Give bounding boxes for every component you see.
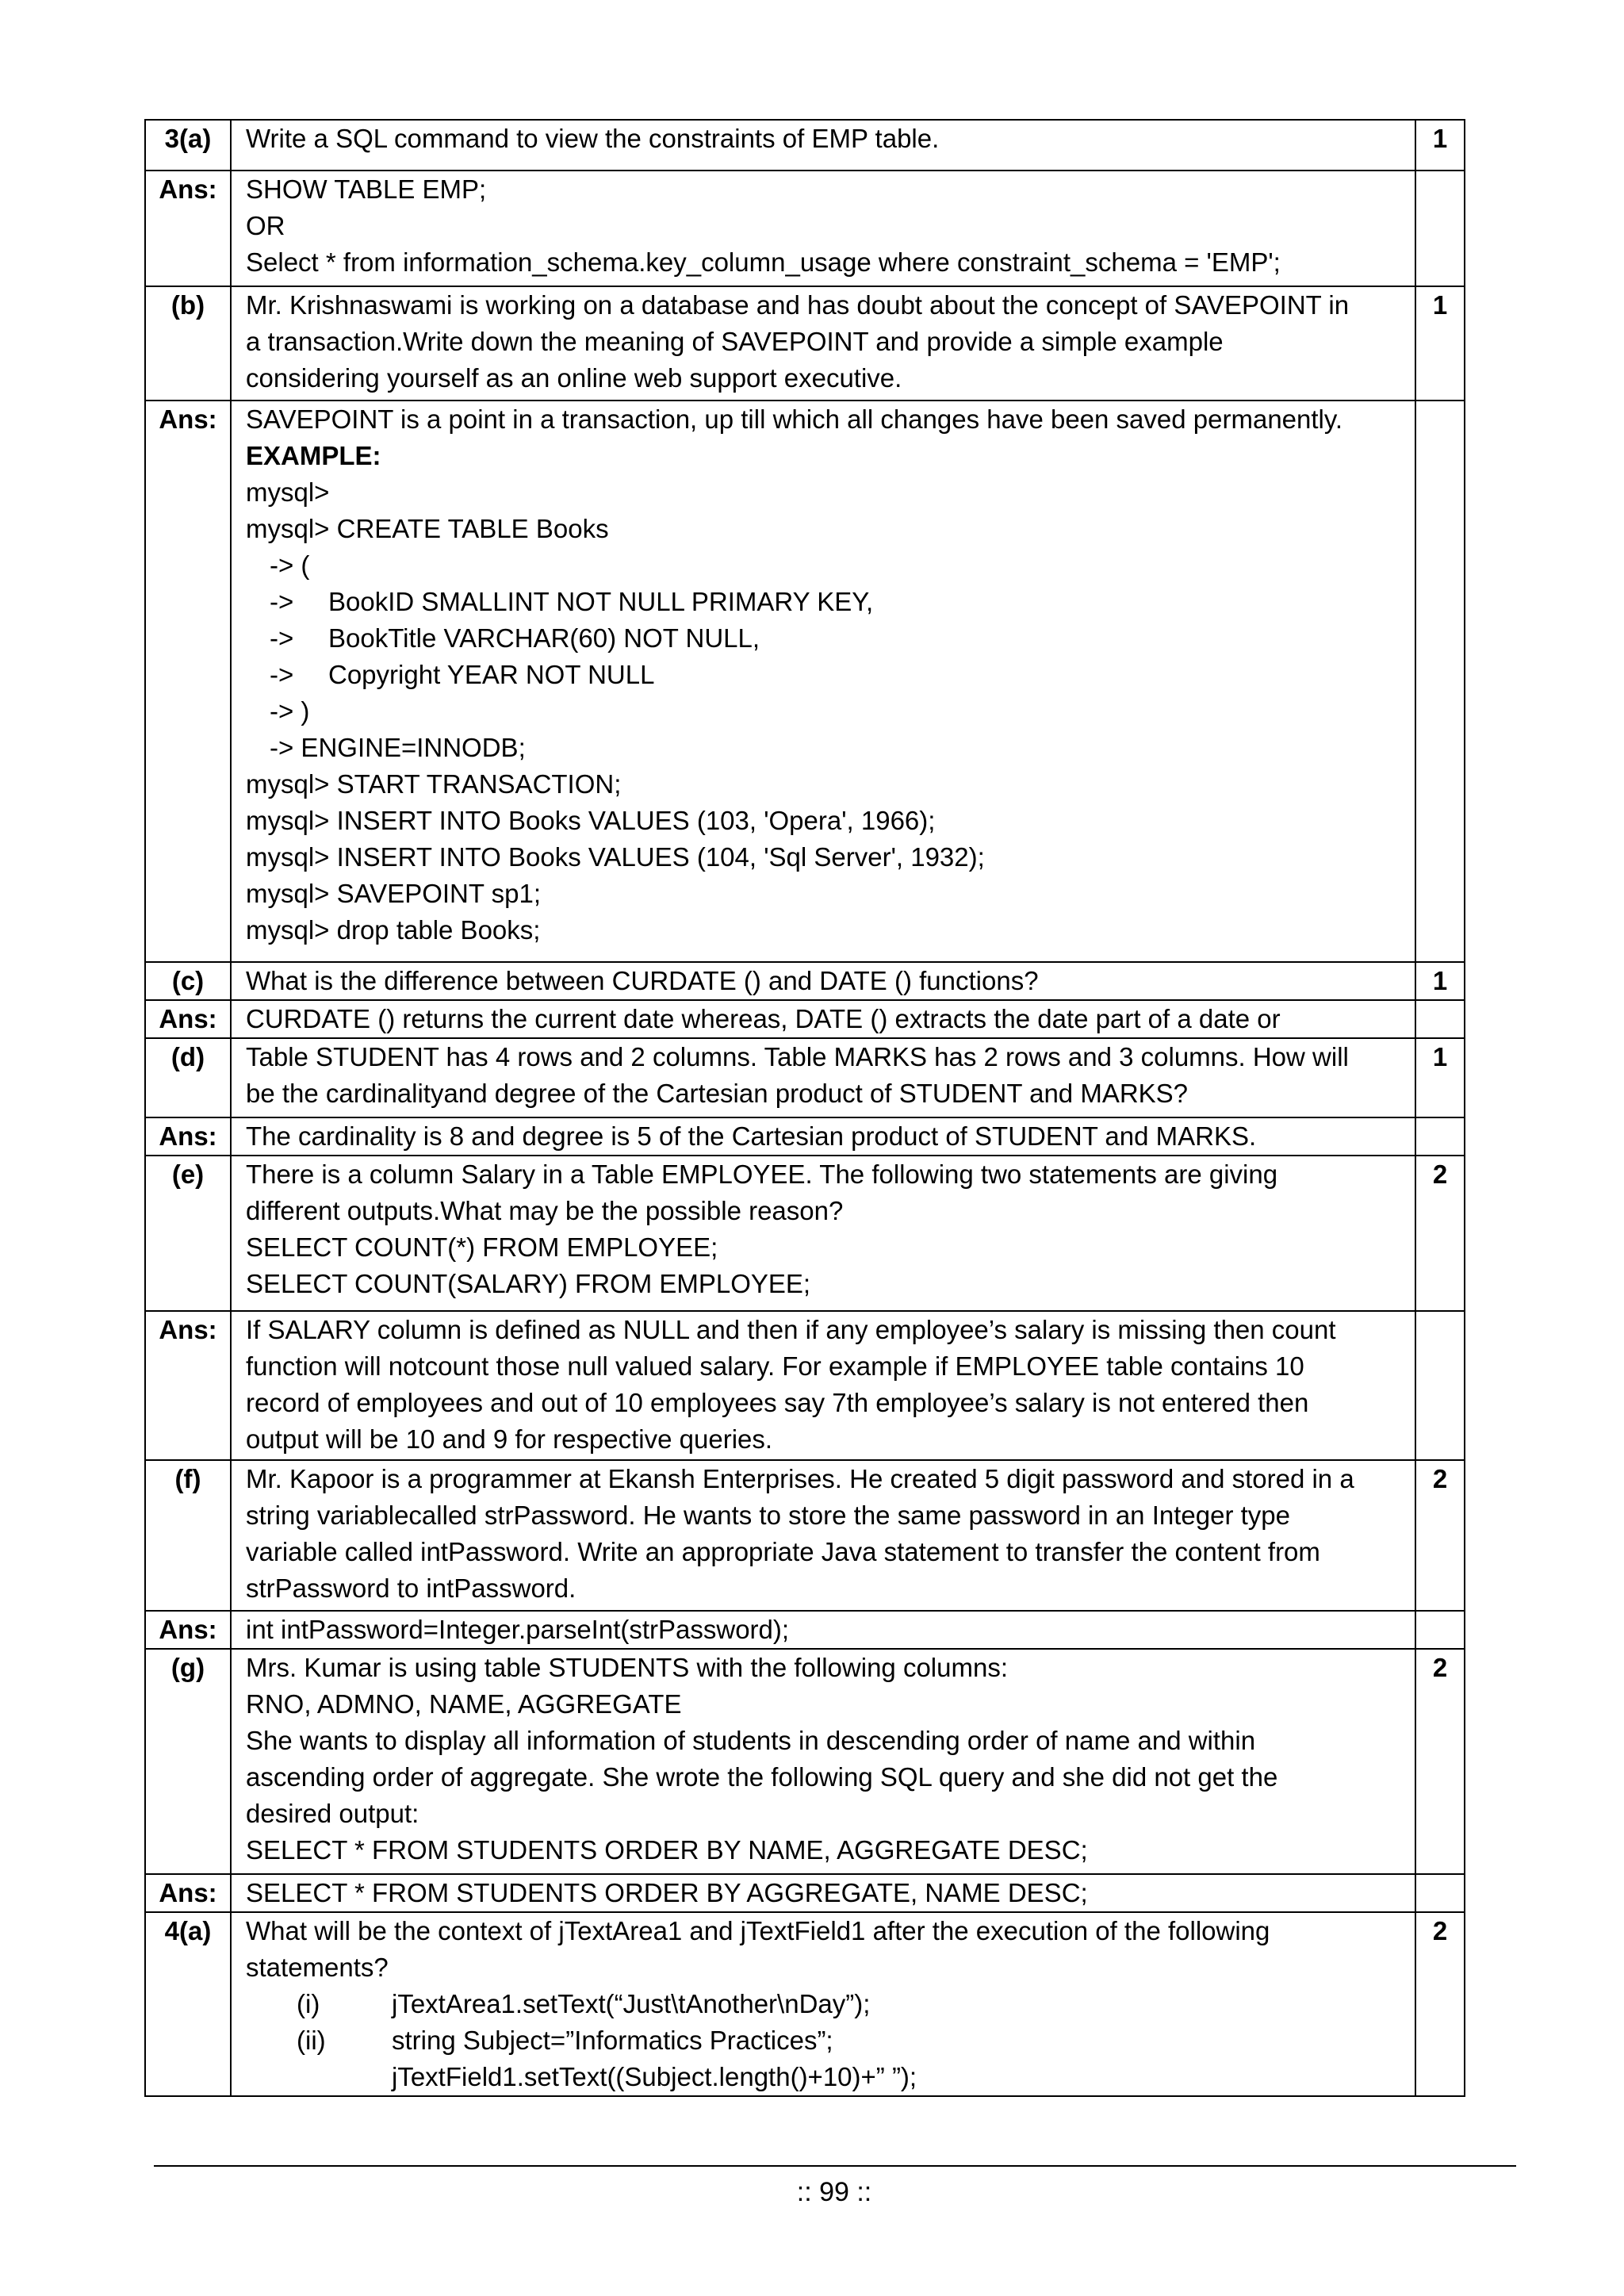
answer-line: Select * from information_schema.key_column_usage where constraint_schema = 'EMP'; bbox=[246, 247, 1281, 277]
page-number: :: 99 :: bbox=[796, 2177, 872, 2207]
arrow-prompt: -> bbox=[270, 587, 294, 616]
question-number: (f) bbox=[145, 1460, 231, 1611]
code-line: -> ) bbox=[270, 696, 310, 726]
column-definition: BookID SMALLINT NOT NULL PRIMARY KEY, bbox=[328, 587, 874, 616]
question-line: different outputs.What may be the possible reason? bbox=[246, 1196, 844, 1225]
question-line: Mr. Krishnaswami is working on a database and has doubt about the concept of SAVEPOINT in bbox=[246, 290, 1350, 320]
sub-label: (ii) bbox=[297, 2026, 326, 2055]
code-line: SELECT * FROM STUDENTS ORDER BY NAME, AGGREGATE DESC; bbox=[246, 1835, 1088, 1865]
question-line: ascending order of aggregate. She wrote the following SQL query and she did not get the bbox=[246, 1762, 1278, 1792]
question-line: There is a column Salary in a Table EMPLOYEE. The following two statements are giving bbox=[246, 1159, 1278, 1189]
marks: 2 bbox=[1415, 1912, 1465, 2096]
marks: 1 bbox=[1415, 120, 1465, 171]
answer-row-3c bbox=[145, 1000, 1465, 1038]
question-number: (c) bbox=[145, 962, 231, 1000]
column-definition: BookTitle VARCHAR(60) NOT NULL, bbox=[328, 623, 760, 653]
code-line: mysql> INSERT INTO Books VALUES (103, 'Opera', 1966); bbox=[246, 806, 936, 835]
code-line: mysql> SAVEPOINT sp1; bbox=[246, 879, 541, 908]
answer-row-3b bbox=[145, 401, 1465, 962]
answer-label: Ans: bbox=[145, 1611, 231, 1649]
code-line: SELECT COUNT(SALARY) FROM EMPLOYEE; bbox=[246, 1269, 811, 1298]
answer-line: SAVEPOINT is a point in a transaction, up till which all changes have been saved permanently. bbox=[246, 404, 1343, 434]
answer-row-3f bbox=[145, 1611, 1465, 1649]
code-line bbox=[246, 584, 1405, 620]
code-line bbox=[246, 657, 1405, 693]
question-line: strPassword to intPassword. bbox=[246, 1573, 576, 1603]
question-number: (b) bbox=[145, 286, 231, 401]
question-number: 3(a) bbox=[145, 120, 231, 171]
answer-line: OR bbox=[246, 211, 285, 240]
marks: 1 bbox=[1415, 286, 1465, 401]
code-line: mysql> START TRANSACTION; bbox=[246, 769, 622, 799]
arrow-prompt: -> bbox=[270, 660, 294, 689]
answer-row-3g bbox=[145, 1874, 1465, 1912]
answer-line: SHOW TABLE EMP; bbox=[246, 174, 487, 204]
marks: 2 bbox=[1415, 1156, 1465, 1311]
answer-text: int intPassword=Integer.parseInt(strPassword); bbox=[246, 1615, 790, 1644]
answer-line: output will be 10 and 9 for respective queries. bbox=[246, 1424, 773, 1454]
sub-question-ii-cont bbox=[246, 2059, 1405, 2095]
question-line: She wants to display all information of students in descending order of name and within bbox=[246, 1726, 1256, 1755]
code-line: -> ENGINE=INNODB; bbox=[270, 733, 526, 762]
answer-text: CURDATE () returns the current date whereas, DATE () extracts the date part of a date or bbox=[246, 1004, 1281, 1033]
answer-label: Ans: bbox=[145, 1000, 231, 1038]
example-label: EXAMPLE: bbox=[246, 441, 381, 470]
arrow-prompt: -> bbox=[270, 623, 294, 653]
marks: 1 bbox=[1415, 962, 1465, 1000]
question-answer-table bbox=[144, 119, 1465, 2097]
answer-row-3a bbox=[145, 171, 1465, 286]
answer-label: Ans: bbox=[145, 171, 231, 286]
marks: 2 bbox=[1415, 1460, 1465, 1611]
code-line: SELECT COUNT(*) FROM EMPLOYEE; bbox=[246, 1232, 718, 1262]
answer-label: Ans: bbox=[145, 1874, 231, 1912]
question-line: variable called intPassword. Write an appropriate Java statement to transfer the content from bbox=[246, 1537, 1320, 1566]
marks: 1 bbox=[1415, 1038, 1465, 1117]
question-line: be the cardinalityand degree of the Cartesian product of STUDENT and MARKS? bbox=[246, 1079, 1189, 1108]
question-row-3c bbox=[145, 962, 1465, 1000]
question-line: statements? bbox=[246, 1953, 389, 1982]
answer-line: function will notcount those null valued salary. For example if EMPLOYEE table contains 10 bbox=[246, 1351, 1304, 1381]
answer-label: Ans: bbox=[145, 1117, 231, 1156]
code-line bbox=[246, 620, 1405, 657]
sub-label: (i) bbox=[297, 1989, 320, 2018]
question-line: RNO, ADMNO, NAME, AGGREGATE bbox=[246, 1689, 682, 1719]
code-line: mysql> drop table Books; bbox=[246, 915, 541, 945]
question-row-3d bbox=[145, 1038, 1465, 1117]
question-line: What will be the context of jTextArea1 and jTextField1 after the execution of the following bbox=[246, 1916, 1270, 1945]
answer-label: Ans: bbox=[145, 401, 231, 962]
answer-text: SELECT * FROM STUDENTS ORDER BY AGGREGATE, NAME DESC; bbox=[246, 1878, 1088, 1907]
question-row-3b bbox=[145, 286, 1465, 401]
marks: 2 bbox=[1415, 1649, 1465, 1874]
question-number: 4(a) bbox=[145, 1912, 231, 2096]
answer-row-3d bbox=[145, 1117, 1465, 1156]
sub-question-i bbox=[246, 1986, 1405, 2022]
question-line: Mrs. Kumar is using table STUDENTS with the following columns: bbox=[246, 1653, 1008, 1682]
code-line: mysql> CREATE TABLE Books bbox=[246, 514, 609, 543]
answer-row-3e bbox=[145, 1311, 1465, 1460]
question-line: Mr. Kapoor is a programmer at Ekansh Enterprises. He created 5 digit password and stored in a bbox=[246, 1464, 1354, 1493]
code-line: -> ( bbox=[270, 550, 310, 580]
code-line: mysql> bbox=[246, 477, 330, 507]
question-line: Table STUDENT has 4 rows and 2 columns. Table MARKS has 2 rows and 3 columns. How will bbox=[246, 1042, 1349, 1071]
answer-label: Ans: bbox=[145, 1311, 231, 1460]
question-row-3g bbox=[145, 1649, 1465, 1874]
question-line: a transaction.Write down the meaning of SAVEPOINT and provide a simple example bbox=[246, 327, 1224, 356]
footer-divider bbox=[154, 2165, 1516, 2167]
answer-text: The cardinality is 8 and degree is 5 of the Cartesian product of STUDENT and MARKS. bbox=[246, 1121, 1257, 1151]
answer-line: record of employees and out of 10 employees say 7th employee’s salary is not entered then bbox=[246, 1388, 1309, 1417]
answer-line: If SALARY column is defined as NULL and then if any employee’s salary is missing then count bbox=[246, 1315, 1336, 1344]
question-line: desired output: bbox=[246, 1799, 419, 1828]
code-line: jTextArea1.setText(“Just\tAnother\nDay”); bbox=[392, 1989, 871, 2018]
question-row-3f bbox=[145, 1460, 1465, 1611]
question-line: considering yourself as an online web support executive. bbox=[246, 363, 902, 393]
code-line: jTextField1.setText((Subject.length()+10)+” ”); bbox=[392, 2062, 917, 2091]
code-line: mysql> INSERT INTO Books VALUES (104, 'Sql Server', 1932); bbox=[246, 842, 985, 872]
code-line: string Subject=”Informatics Practices”; bbox=[392, 2026, 833, 2055]
question-row-3a bbox=[145, 120, 1465, 171]
question-number: (e) bbox=[145, 1156, 231, 1311]
question-row-3e bbox=[145, 1156, 1465, 1311]
question-number: (d) bbox=[145, 1038, 231, 1117]
sub-question-ii bbox=[246, 2022, 1405, 2059]
question-number: (g) bbox=[145, 1649, 231, 1874]
question-line: string variablecalled strPassword. He wants to store the same password in an Integer type bbox=[246, 1501, 1290, 1530]
question-text: What is the difference between CURDATE () and DATE () functions? bbox=[246, 966, 1039, 995]
question-row-4a bbox=[145, 1912, 1465, 2096]
question-text: Write a SQL command to view the constraints of EMP table. bbox=[246, 124, 940, 153]
column-definition: Copyright YEAR NOT NULL bbox=[328, 660, 655, 689]
